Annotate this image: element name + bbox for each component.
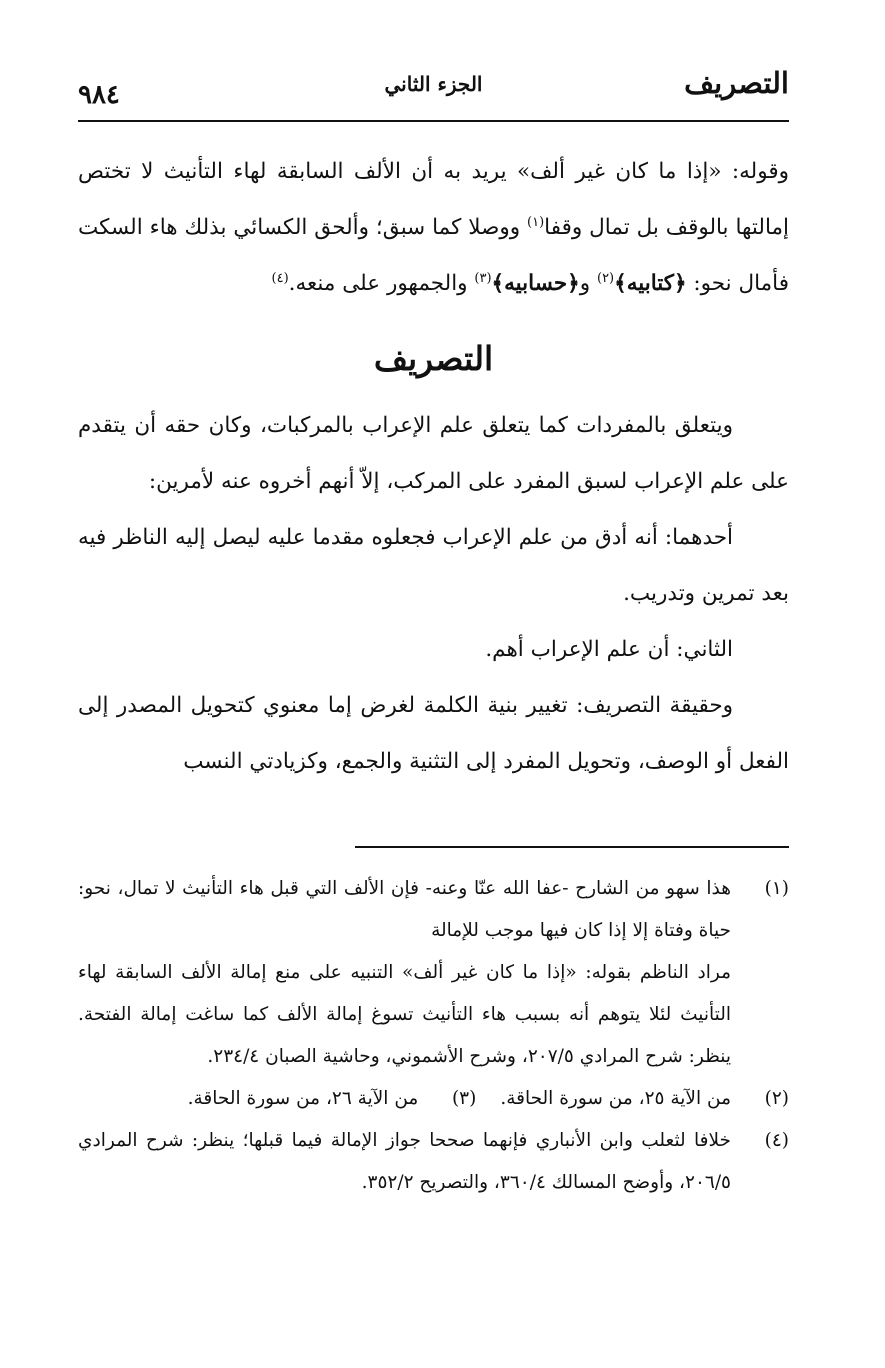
- conjunction: و: [579, 271, 597, 296]
- quran-word: ﴿كتابيه﴾: [614, 271, 687, 296]
- footnote-number: (٣): [451, 1088, 477, 1109]
- footnote-ref-2[interactable]: (٢): [596, 270, 615, 286]
- footnote-number: (١): [764, 878, 789, 899]
- footnotes-section: [78, 868, 789, 1204]
- main-text: [78, 144, 789, 790]
- body-paragraph: الثاني: أن علم الإعراب أهم.: [485, 637, 733, 662]
- section-heading: التصريف: [373, 339, 494, 378]
- footnote-text: من الآية ٢٥، من سورة الحاقة.: [500, 1088, 731, 1109]
- part-label: الجزء الثاني: [384, 72, 483, 96]
- footnote-1-continuation: مراد الناظم بقوله: «إذا ما كان غير ألف» التنبيه على منع إمالة الألف السابقة لهاء التأنيث لئلا يتوهم أنه بسبب هاء التأنيث تسوغ إمالة الألف كما ساغت إمالة الفتحة. ينظر: شرح المرادي ٢٠٧/٥، وشرح الأشموني، وحاشية الصبان ٢٣٤/٤.: [78, 962, 731, 1067]
- body-paragraph: أحدهما: أنه أدق من علم الإعراب فجعلوه مقدما عليه ليصل إليه الناظر فيه بعد تمرين وتدريب.: [78, 525, 789, 606]
- body-paragraph: وحقيقة التصريف: تغيير بنية الكلمة لغرض إما معنوي كتحويل المصدر إلى الفعل أو الوصف، وتحويل المفرد إلى التثنية والجمع، وكزيادتي النسب: [78, 693, 789, 774]
- footnote-2: [500, 1078, 789, 1120]
- header-divider: [78, 120, 789, 122]
- footnote-1: [78, 868, 789, 952]
- quran-word: ﴿حسابيه﴾: [491, 271, 580, 296]
- footnote-text: هذا سهو من الشارح -عفا الله عنّا وعنه- فإن الألف التي قبل هاء التأنيث لا تمال، نحو: حياة وفتاة إلا إذا كان فيها موجب للإمالة: [78, 878, 731, 941]
- footnote-3: [188, 1078, 477, 1120]
- footnote-text: من الآية ٢٦، من سورة الحاقة.: [187, 1088, 419, 1109]
- footnote-text: خلافا لثعلب وابن الأنباري فإنهما صححا جواز الإمالة فيما قبلها؛ ينظر: شرح المرادي ٢٠٦/٥، وأوضح المسالك ٣٦٠/٤، والتصريح ٣٥٢/٢.: [78, 1130, 731, 1193]
- footnote-divider: [355, 846, 789, 848]
- footnote-ref-1[interactable]: (١): [527, 214, 545, 230]
- footnote-number: (٢): [764, 1088, 789, 1109]
- body-paragraph: ويتعلق بالمفردات كما يتعلق علم الإعراب بالمركبات، وكان حقه أن يتقدم على علم الإعراب لسبق المفرد على المركب، إلاّ أنهم أخروه عنه لأمرين:: [78, 413, 789, 494]
- intro-text: والجمهور على منعه.: [288, 271, 475, 296]
- footnote-number: (٤): [764, 1130, 789, 1151]
- footnote-pair: [78, 1078, 789, 1120]
- footnote-ref-4[interactable]: (٤): [271, 270, 289, 286]
- running-title: التصريف: [684, 66, 789, 100]
- page-header: [78, 66, 789, 118]
- intro-text: ووصلا كما سبق؛ وألحق الكسائي بذلك هاء السكت فأمال نحو:: [78, 215, 789, 296]
- page-number: ٩٨٤: [78, 80, 120, 110]
- footnote-ref-3[interactable]: (٣): [474, 270, 492, 286]
- intro-text: وقوله: «إذا ما كان غير ألف» يريد به أن الألف السابقة لهاء التأنيث لا تختص إمالتها بالوقف بل تمال وقفا: [78, 159, 789, 240]
- footnote-4: [78, 1120, 789, 1204]
- intro-paragraph: [78, 144, 789, 312]
